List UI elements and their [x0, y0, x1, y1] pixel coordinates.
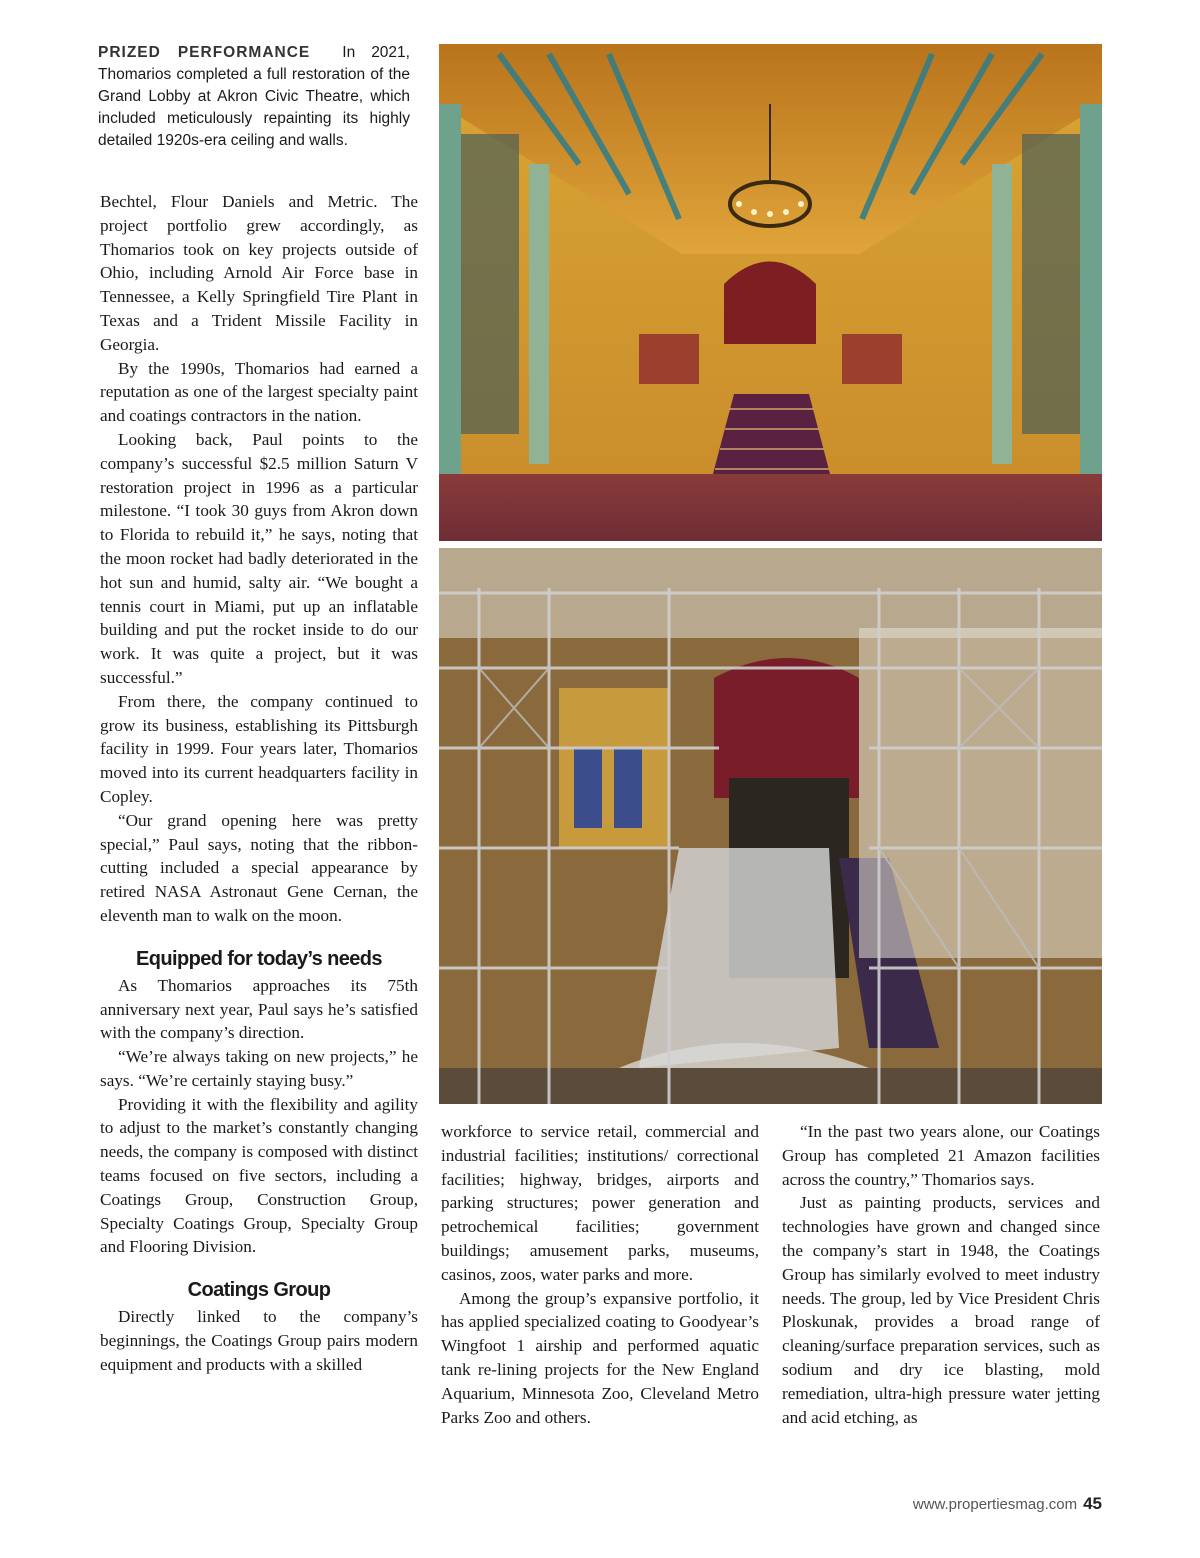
restored-lobby-illustration	[439, 44, 1102, 541]
text-column-3	[782, 1120, 1100, 1429]
paragraph: Looking back, Paul points to the company’s successful $2.5 million Saturn V restoration project in 1996 as a particular milestone. “I took 30 guys from Akron down to Florida to rebuild it,” he says, noting that the moon rocket had badly deteriorated in the hot sun and humid, salty air. “We bought a tennis court in Miami, put up an inflatable building and put the rocket inside to do our work. It was quite a project, but it was successful.”	[100, 429, 418, 687]
photo-lobby-under-scaffolding	[439, 548, 1102, 1104]
page-number: 45	[1083, 1494, 1102, 1513]
caption-lead: PRIZED PERFORMANCE	[98, 44, 311, 61]
paragraph: workforce to service retail, commercial and industrial facilities; institutions/ correctional facilities; highway, bridges, airports and parking structures; power generation and petrochemical facilities; government buildings; amusement parks, museums, casinos, zoos, water parks and more.	[441, 1122, 759, 1284]
caption-text: In 2021, Thomarios completed a full restoration of the Grand Lobby at Akron Civic Theatre, which included meticulously repainting its highly detailed 1920s-era ceiling and walls.	[98, 44, 410, 149]
paragraph: As Thomarios approaches its 75th anniversary next year, Paul says he’s satisfied with the company’s direction.	[100, 975, 418, 1043]
paragraph: Among the group’s expansive portfolio, it has applied specialized coating to Goodyear’s Wingfoot 1 airship and performed aquatic tank re-lining projects for the New England Aquarium, Minnesota Zoo, Cleveland Metro Parks Zoo and others.	[441, 1288, 759, 1427]
paragraph: By the 1990s, Thomarios had earned a reputation as one of the largest specialty paint and coatings contractors in the nation.	[100, 358, 418, 426]
photo-restored-grand-lobby	[439, 44, 1102, 541]
scaffolding-illustration	[439, 548, 1102, 1104]
paragraph: “We’re always taking on new projects,” he says. “We’re certainly staying busy.”	[100, 1047, 418, 1090]
paragraph: Bechtel, Flour Daniels and Metric. The project portfolio grew accordingly, as Thomarios took on key projects outside of Ohio, including Arnold Air Force base in Tennessee, a Kelly Springfield Tire Plant in Texas and a Trident Missile Facility in Georgia.	[100, 192, 418, 354]
paragraph: “Our grand opening here was pretty special,” Paul says, noting that the ribbon-cutting included a special appearance by retired NASA Astronaut Gene Cernan, the eleventh man to walk on the moon.	[100, 810, 418, 925]
paragraph: Directly linked to the company’s beginnings, the Coatings Group pairs modern equipment and products with a skilled	[100, 1307, 418, 1374]
text-column-1	[100, 190, 418, 1377]
page-footer	[913, 1494, 1102, 1514]
text-column-2	[441, 1120, 759, 1429]
subheading-equipped: Equipped for today’s needs	[136, 947, 382, 970]
paragraph: Providing it with the flexibility and agility to adjust to the market’s constantly changing needs, the company is composed with distinct teams focused on five sectors, including a Coatings Group, Construction Group, Specialty Coatings Group, Specialty Group and Flooring Division.	[100, 1094, 418, 1257]
paragraph: From there, the company continued to grow its business, establishing its Pittsburgh facility in 1999. Four years later, Thomarios moved into its current headquarters facility in Copley.	[100, 691, 418, 806]
subheading-coatings-group: Coatings Group	[187, 1279, 331, 1302]
paragraph: “In the past two years alone, our Coatings Group has completed 21 Amazon facilities across the country,” Thomarios says.	[782, 1122, 1100, 1189]
paragraph: Just as painting products, services and technologies have grown and changed since the company’s start in 1948, the Coatings Group has similarly evolved to meet industry needs. The group, led by Vice President Chris Ploskunak, provides a broad range of cleaning/surface preparation services, such as sodium and dry ice blasting, mold remediation, ultra-high pressure water jetting and acid etching, as	[782, 1193, 1100, 1427]
photo-caption	[98, 42, 410, 152]
website-url: www.propertiesmag.com	[912, 1496, 1078, 1513]
